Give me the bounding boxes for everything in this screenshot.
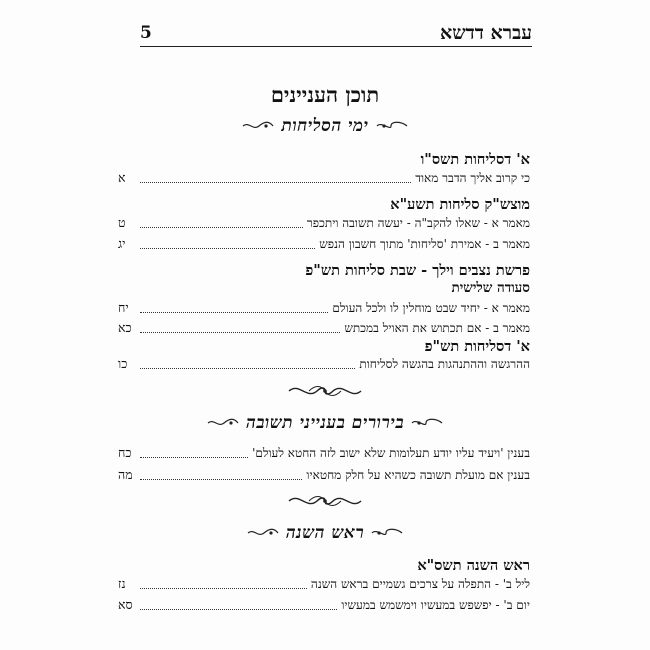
entry-text: יום ב' - יפשפש במעשיו וימשמש במעשיו [341,598,530,612]
section-heading-rosh-hashana [0,523,650,543]
group-heading-slichot-5766: א' דסליחות תשס"ו [420,151,530,168]
flourish-right-icon [370,527,404,539]
dot-leader [140,312,328,313]
toc-entry[interactable] [118,300,530,316]
flourish-left-icon [206,417,240,429]
entry-text: בענין 'ויעיד עליו יודע תעלומות שלא ישוב לזה החטא לעולם' [252,446,530,460]
flourish-right-icon [375,120,409,132]
toc-entry[interactable] [118,445,530,461]
page-number: 5 [140,23,152,43]
flourish-left-icon [241,120,275,132]
entry-text: בענין אם מועלת תשובה כשהיא על חלק מחטאיו [306,468,530,482]
dot-leader [140,609,337,610]
entry-page: יח [118,300,129,315]
flourish-right-icon [410,417,444,429]
entry-page: ט [118,215,126,230]
entry-page: כח [118,445,132,460]
section-title: בירורים בענייני תשובה [245,413,405,433]
entry-page: א [118,170,126,185]
dot-leader [140,248,315,249]
toc-entry[interactable] [118,597,530,613]
toc-entry[interactable] [118,236,530,252]
toc-entry[interactable] [118,320,530,336]
entry-page: כו [118,356,128,371]
entry-page: כא [118,320,132,335]
entry-text: מאמר א - יחיד שבט מוחלין לו ולכל העולם [332,301,530,315]
dot-leader [140,227,303,228]
dot-leader [140,588,307,589]
ornamental-divider-icon [285,490,365,512]
entry-text: ליל ב' - התפלה על צרכים גשמיים בראש השנה [310,577,530,591]
section-title: ימי הסליחות [281,116,369,136]
running-header [140,22,532,47]
entry-text: ההרגשה וההתנהגות בהגשה לסליחות [359,357,530,371]
group-heading-slichot-5771: מוצש"ק סליחות תשע"א [390,196,530,213]
entry-page: סא [118,597,133,612]
dot-leader [140,457,248,458]
entry-page: נז [118,576,126,591]
toc-title: תוכן העניינים [270,82,380,107]
toc-entry[interactable] [118,467,530,483]
subgroup-heading-seuda-shlishit: סעודה שלישית [451,280,530,296]
toc-entry[interactable] [118,576,530,592]
entry-text: מאמר ב - אמירת 'סליחות' מתוך חשבון הנפש [319,237,530,251]
section-title: ראש השנה [285,523,365,543]
entry-text: מאמר ב - אם תכתוש את האויל במכתש [344,321,530,335]
dot-leader [140,182,411,183]
dot-leader [140,332,340,333]
group-heading-slichot-5780: א' דסליחות תש"פ [424,338,530,355]
dot-leader [140,368,355,369]
entry-page: מה [118,467,133,482]
group-heading-rosh-hashana-5761: ראש השנה תשס"א [417,557,530,574]
running-title: עברא דדשא [440,22,532,44]
flourish-left-icon [246,527,280,539]
toc-entry[interactable] [118,170,530,186]
entry-text: כי קרוב אליך הדבר מאוד [415,171,530,185]
group-heading-nitzavim-vayelech: פרשת נצבים וילך - שבת סליחות תש"פ [305,262,530,279]
section-heading-yemei-haslichot [0,116,650,136]
toc-entry[interactable] [118,356,530,372]
toc-entry[interactable] [118,215,530,231]
entry-page: יג [118,236,126,251]
dot-leader [140,479,302,480]
entry-text: מאמר א - שאלו להקב"ה - יעשה תשובה ויתכפר [306,216,530,230]
section-heading-birurim [0,413,650,433]
ornamental-divider-icon [285,380,365,402]
